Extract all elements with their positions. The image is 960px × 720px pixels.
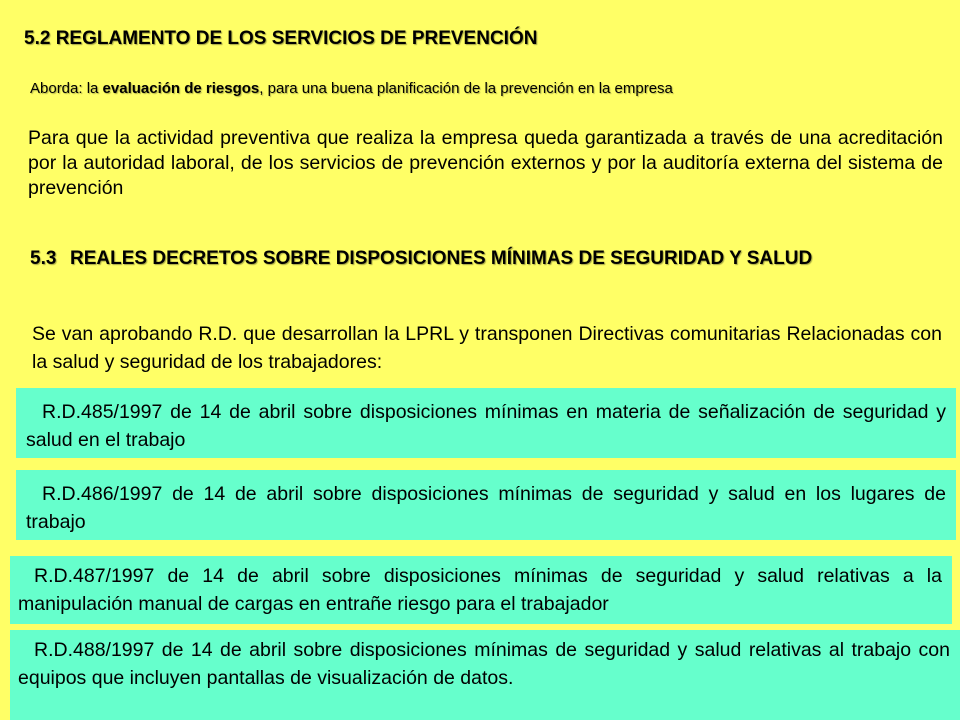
section-53-intro: Se van aprobando R.D. que desarrollan la LPRL y transponen Directivas comunitarias Relacionadas con la salud y seguridad de los trabajadores: xyxy=(32,323,942,373)
decree-box-486 xyxy=(16,470,956,540)
aborda-prefix: Aborda: la xyxy=(30,80,103,97)
section-53-number: 5.3 xyxy=(30,248,57,269)
section-52-paragraph: Para que la actividad preventiva que realiza la empresa queda garantizada a través de una acreditación por la autoridad laboral, de los servicios de prevención externos y por la auditoría externa del sistema de prevención xyxy=(28,127,943,199)
aborda-bold: evaluación de riesgos xyxy=(102,80,260,97)
section-53-title xyxy=(30,245,930,272)
section-53-heading: REALES DECRETOS SOBRE DISPOSICIONES MÍNIMAS DE SEGURIDAD Y SALUD xyxy=(70,248,813,269)
decree-box-485 xyxy=(16,388,956,458)
section-52-title: 5.2 REGLAMENTO DE LOS SERVICIOS DE PREVENCIÓN xyxy=(24,28,538,49)
decree-text: R.D.486/1997 de 14 de abril sobre disposiciones mínimas de seguridad y salud en los lugares de trabajo xyxy=(26,483,946,533)
aborda-suffix: , para una buena planificación de la prevención en la empresa xyxy=(259,80,673,97)
decree-box-487 xyxy=(10,556,952,624)
decree-text: R.D.487/1997 de 14 de abril sobre disposiciones mínimas de seguridad y salud relativas a la manipulación manual de cargas en entrañe riesgo para el trabajador xyxy=(18,565,942,615)
decree-text: R.D.485/1997 de 14 de abril sobre disposiciones mínimas en materia de señalización de seguridad y salud en el trabajo xyxy=(26,401,946,451)
aborda-line xyxy=(30,80,945,97)
decree-text: R.D.488/1997 de 14 de abril sobre disposiciones mínimas de seguridad y salud relativas al trabajo con equipos que incluyen pantallas de visualización de datos. xyxy=(18,639,950,689)
decree-box-488 xyxy=(10,630,960,720)
